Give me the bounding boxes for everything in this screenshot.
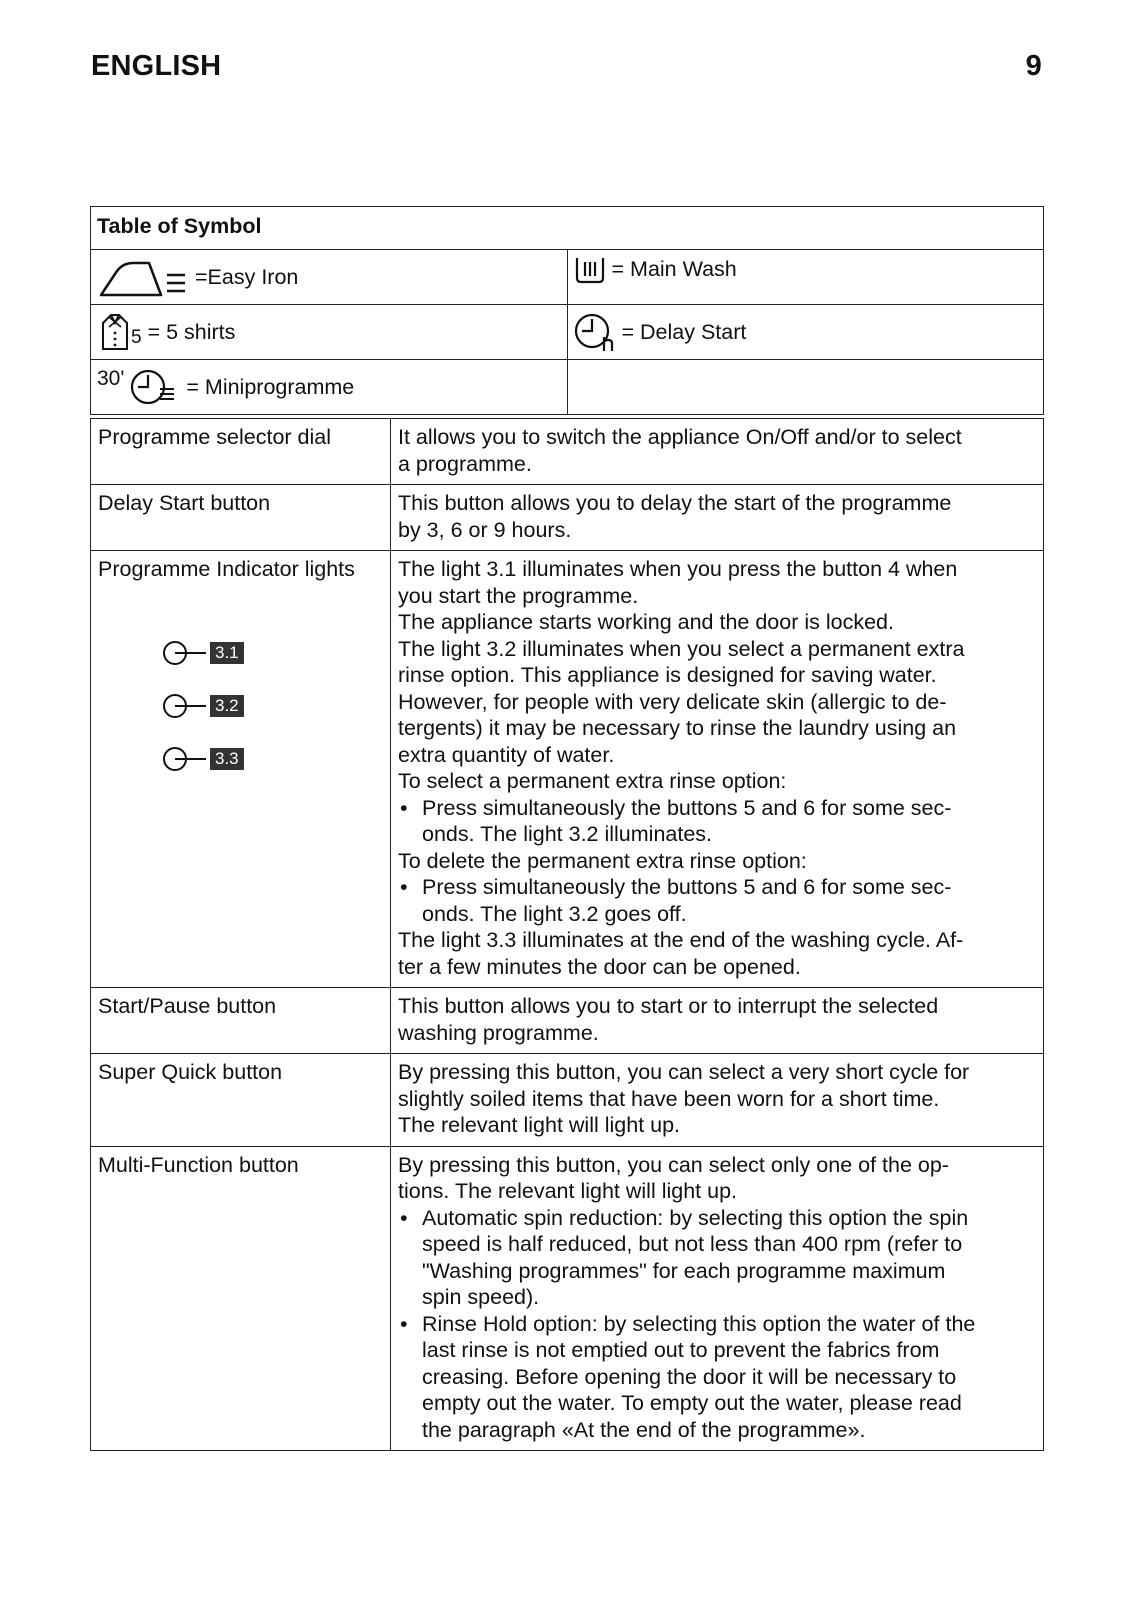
symbol-cell-delay-start <box>567 305 1044 360</box>
bullet-line: empty out the water. To empty out the water, please read <box>422 1391 962 1415</box>
shirt-icon <box>97 311 133 353</box>
description-line: tions. The relevant light will light up. <box>398 1179 738 1203</box>
main-wash-icon <box>574 256 606 284</box>
description-line: By pressing this button, you can select a very short cycle for <box>398 1060 970 1084</box>
description-line: washing programme. <box>398 1020 599 1045</box>
indicator-light-number: 3.2 <box>210 695 244 717</box>
indicator-light <box>162 627 383 680</box>
function-description <box>391 551 1044 988</box>
bullet-item <box>398 874 1036 927</box>
bullet-line: speed is half reduced, but not less than 400 rpm (refer to <box>422 1232 963 1256</box>
symbol-table-title: Table of Symbol <box>91 207 1044 250</box>
table-row <box>91 551 1044 988</box>
description-line: by 3, 6 or 9 hours. <box>398 517 572 542</box>
functions-table <box>90 418 1044 1451</box>
function-description <box>391 485 1044 551</box>
function-name: Programme Indicator lights <box>98 557 355 581</box>
description-line: The appliance starts working and the door is locked. <box>398 610 894 634</box>
function-name-cell <box>91 551 391 988</box>
bullet-item <box>398 1311 1036 1444</box>
function-description <box>391 988 1044 1054</box>
description-line: ter a few minutes the door can be opened. <box>398 954 801 979</box>
indicator-light-icon <box>162 693 206 719</box>
bullet-item <box>398 795 1036 848</box>
description-line: a programme. <box>398 451 532 476</box>
indicator-light <box>162 680 383 733</box>
shirts-number: 5 <box>131 326 142 348</box>
bullet-line: onds. The light 3.2 illuminates. <box>422 822 713 846</box>
description-line: The light 3.1 illuminates when you press the button 4 when <box>398 557 958 581</box>
bullet-line: • Press simultaneously the buttons 5 and 6 for some sec- <box>422 875 952 899</box>
description-line: slightly soiled items that have been worn for a short time. <box>398 1086 940 1111</box>
bullet-line: the paragraph «At the end of the programme». <box>422 1417 866 1442</box>
main-wash-label: = Main Wash <box>611 257 737 281</box>
indicator-light-number: 3.1 <box>210 642 244 664</box>
function-name: Programme selector dial <box>91 419 391 485</box>
description-line: It allows you to switch the appliance On/Off and/or to select <box>398 425 962 449</box>
delay-start-icon <box>574 311 616 353</box>
function-description <box>391 1054 1044 1147</box>
symbol-cell-easy-iron <box>91 250 568 305</box>
bullet-line: • Press simultaneously the buttons 5 and 6 for some sec- <box>422 795 952 820</box>
description-line: rinse option. This appliance is designed for saving water. <box>398 663 937 687</box>
language-header: ENGLISH <box>91 50 222 82</box>
symbol-cell-five-shirts <box>91 305 568 360</box>
description-line: To delete the permanent extra rinse option: <box>398 848 807 873</box>
bullet-line: spin speed). <box>422 1285 540 1309</box>
description-line: The relevant light will light up. <box>398 1113 681 1137</box>
delay-start-label: = Delay Start <box>621 319 747 344</box>
description-line: By pressing this button, you can select only one of the op- <box>398 1152 949 1177</box>
description-line: The light 3.2 illuminates when you select a permanent extra <box>398 636 965 661</box>
page-number: 9 <box>1025 50 1042 82</box>
description-line: tergents) it may be necessary to rinse the laundry using an <box>398 716 957 740</box>
description-line: The light 3.3 illuminates at the end of the washing cycle. Af- <box>398 928 964 952</box>
bullet-line: • Automatic spin reduction: by selecting this option the spin <box>422 1205 969 1230</box>
table-row <box>91 1146 1044 1451</box>
function-description <box>391 419 1044 485</box>
function-name: Super Quick button <box>91 1054 391 1147</box>
mini-minutes: 30' <box>97 367 125 390</box>
description-line: To select a permanent extra rinse option: <box>398 769 787 793</box>
indicator-light-icon <box>162 640 206 666</box>
function-name: Multi-Function button <box>91 1146 391 1451</box>
miniprogramme-label: = Miniprogramme <box>186 374 355 399</box>
easy-iron-icon <box>97 255 189 299</box>
bullet-line: • Rinse Hold option: by selecting this option the water of the <box>422 1311 976 1336</box>
bullet-line: last rinse is not emptied out to prevent the fabrics from <box>422 1338 940 1362</box>
function-description <box>391 1146 1044 1451</box>
indicator-light <box>162 733 383 786</box>
function-name: Delay Start button <box>91 485 391 551</box>
table-row <box>91 1054 1044 1147</box>
miniprogramme-icon <box>130 367 180 407</box>
symbol-cell-empty <box>567 360 1044 415</box>
indicator-light-number: 3.3 <box>210 748 244 770</box>
bullet-line: onds. The light 3.2 goes off. <box>422 901 687 926</box>
indicator-lights <box>162 627 383 786</box>
bullet-line: creasing. Before opening the door it will be necessary to <box>422 1364 957 1389</box>
description-line: extra quantity of water. <box>398 742 615 767</box>
easy-iron-label: =Easy Iron <box>195 264 299 289</box>
table-row <box>91 988 1044 1054</box>
table-row <box>91 419 1044 485</box>
symbol-table <box>90 206 1044 415</box>
indicator-light-icon <box>162 746 206 772</box>
description-line: This button allows you to start or to interrupt the selected <box>398 994 939 1018</box>
five-shirts-label: = 5 shirts <box>147 319 236 344</box>
table-row <box>91 485 1044 551</box>
function-name: Start/Pause button <box>91 988 391 1054</box>
symbol-cell-miniprogramme <box>91 360 568 415</box>
symbol-cell-main-wash <box>567 250 1044 305</box>
description-line: However, for people with very delicate skin (allergic to de- <box>398 689 947 714</box>
description-line: you start the programme. <box>398 583 639 608</box>
description-line: This button allows you to delay the start of the programme <box>398 491 952 515</box>
bullet-item <box>398 1205 1036 1311</box>
bullet-line: "Washing programmes" for each programme maximum <box>422 1258 946 1283</box>
